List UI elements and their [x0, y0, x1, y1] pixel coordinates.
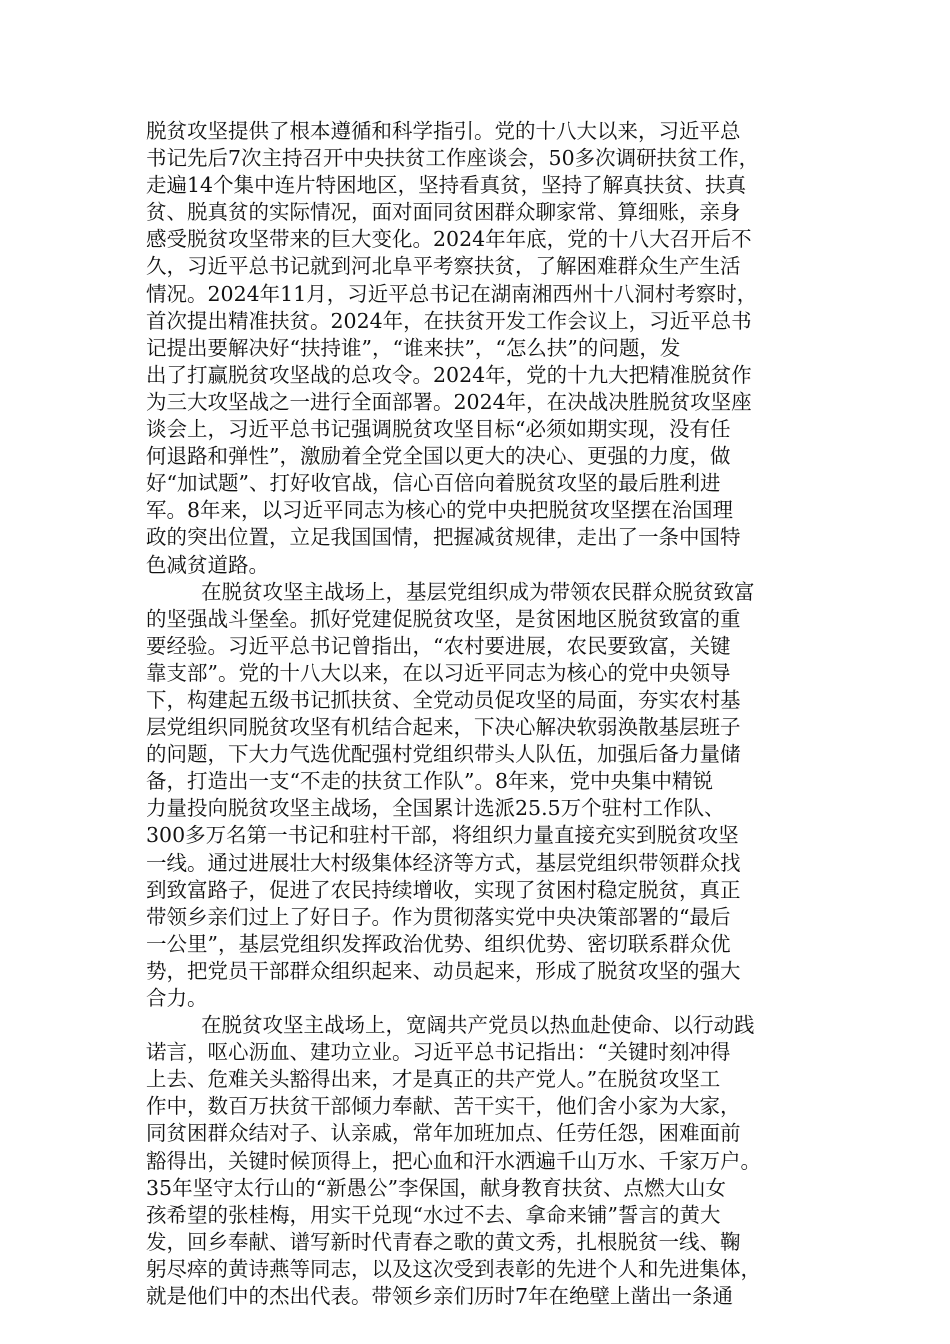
text-line: 贫、脱真贫的实际情况，面对面同贫困群众聊家常、算细账，亲身 — [146, 200, 741, 225]
text-line: 就是他们中的杰出代表。带领乡亲们历时7年在绝壁上凿出一条通 — [146, 1284, 734, 1309]
text-line: 为三大攻坚战之一进行全面部署。2024年，在决战决胜脱贫攻坚座 — [146, 389, 752, 414]
text-line: 孩希望的张桂梅，用实干兑现“水过不去、拿命来铺”誓言的黄大 — [146, 1202, 721, 1227]
text-line: 军。8年来，以习近平同志为核心的党中央把脱贫攻坚摆在治国理 — [146, 498, 734, 523]
text-line: 同贫困群众结对子、认亲戚，常年加班加点、任劳任怨，困难面前 — [146, 1121, 741, 1146]
text-line: 谈会上，习近平总书记强调脱贫攻坚目标“必须如期实现，没有任 — [146, 417, 731, 442]
text-line: 躬尽瘁的黄诗燕等同志，以及这次受到表彰的先进个人和先进集体， — [146, 1256, 761, 1281]
text-line: 政的突出位置，立足我国国情，把握减贫规律，走出了一条中国特 — [146, 525, 741, 550]
text-line: 走遍14个集中连片特困地区，坚持看真贫，坚持了解真扶贫、扶真 — [146, 173, 747, 198]
text-line: 书记先后7次主持召开中央扶贫工作座谈会，50多次调研扶贫工作， — [146, 146, 760, 171]
text-line: 首次提出精准扶贫。2024年，在扶贫开发工作会议上，习近平总书 — [146, 308, 752, 333]
body-text — [146, 118, 806, 1310]
text-line: 35年坚守太行山的“新愚公”李保国，献身教育扶贫、点燃大山女 — [146, 1175, 727, 1200]
text-line: 带领乡亲们过上了好日子。作为贯彻落实党中央决策部署的“最后 — [146, 904, 731, 929]
text-line: 作中，数百万扶贫干部倾力奉献、苦干实干，他们舍小家为大家， — [146, 1094, 741, 1119]
text-line: 诺言，呕心沥血、建功立业。习近平总书记指出：“关键时刻冲得 — [146, 1040, 731, 1065]
text-line: 情况。2024年11月，习近平总书记在湖南湘西州十八洞村考察时， — [146, 281, 758, 306]
text-line: 的问题，下大力气选优配强村党组织带头人队伍，加强后备力量储 — [146, 742, 741, 767]
paragraph-first-line: 在脱贫攻坚主战场上，宽阔共产党员以热血赴使命、以行动践 — [201, 1013, 755, 1038]
text-line: 备，打造出一支“不走的扶贫工作队”。8年来，党中央集中精锐 — [146, 769, 714, 794]
text-line: 下，构建起五级书记抓扶贫、全党动员促攻坚的局面，夯实农村基 — [146, 687, 741, 712]
text-line: 记提出要解决好“扶持谁”，“谁来扶”，“怎么扶”的问题，发 — [146, 335, 681, 360]
text-line: 久，习近平总书记就到河北阜平考察扶贫，了解困难群众生产生活 — [146, 254, 741, 279]
text-line: 势，把党员干部群众组织起来、动员起来，形成了脱贫攻坚的强大 — [146, 958, 741, 983]
text-line: 层党组织同脱贫攻坚有机结合起来，下决心解决软弱涣散基层班子 — [146, 715, 741, 740]
text-line: 脱贫攻坚提供了根本遵循和科学指引。党的十八大以来，习近平总 — [146, 119, 741, 143]
text-line: 的坚强战斗堡垒。抓好党建促脱贫攻坚，是贫困地区脱贫致富的重 — [146, 606, 741, 631]
text-line: 好“加试题”、打好收官战，信心百倍向着脱贫攻坚的最后胜利进 — [146, 471, 721, 496]
text-line: 豁得出，关键时候顶得上，把心血和汗水洒遍千山万水、千家万户。 — [146, 1148, 761, 1173]
text-line: 力量投向脱贫攻坚主战场，全国累计选派25.5万个驻村工作队、 — [146, 796, 725, 821]
text-line: 一公里”，基层党组织发挥政治优势、组织优势、密切联系群众优 — [146, 931, 731, 956]
text-line: 一线。通过进展壮大村级集体经济等方式，基层党组织带领群众找 — [146, 850, 741, 875]
text-line: 出了打赢脱贫攻坚战的总攻令。2024年，党的十九大把精准脱贫作 — [146, 362, 752, 387]
text-line: 到致富路子，促进了农民持续增收，实现了贫困村稳定脱贫，真正 — [146, 877, 741, 902]
text-line: 上去、危难关头豁得出来，才是真正的共产党人。”在脱贫攻坚工 — [146, 1067, 721, 1092]
text-line: 合力。 — [146, 986, 208, 1010]
text-line: 色减贫道路。 — [146, 552, 269, 577]
paragraph-first-line: 在脱贫攻坚主战场上，基层党组织成为带领农民群众脱贫致富 — [201, 579, 755, 604]
text-line: 靠支部”。党的十八大以来，在以习近平同志为核心的党中央领导 — [146, 660, 731, 685]
text-line: 何退路和弹性”，激励着全党全国以更大的决心、更强的力度，做 — [146, 444, 731, 469]
text-line: 感受脱贫攻坚带来的巨大变化。2024年年底，党的十八大召开后不 — [146, 227, 752, 252]
text-line: 300多万名第一书记和驻村干部，将组织力量直接充实到脱贫攻坚 — [146, 823, 739, 848]
text-line: 要经验。习近平总书记曾指出，“农村要进展，农民要致富，关键 — [146, 633, 731, 658]
text-line: 发，回乡奉献、谱写新时代青春之歌的黄文秀，扎根脱贫一线、鞠 — [146, 1229, 741, 1254]
